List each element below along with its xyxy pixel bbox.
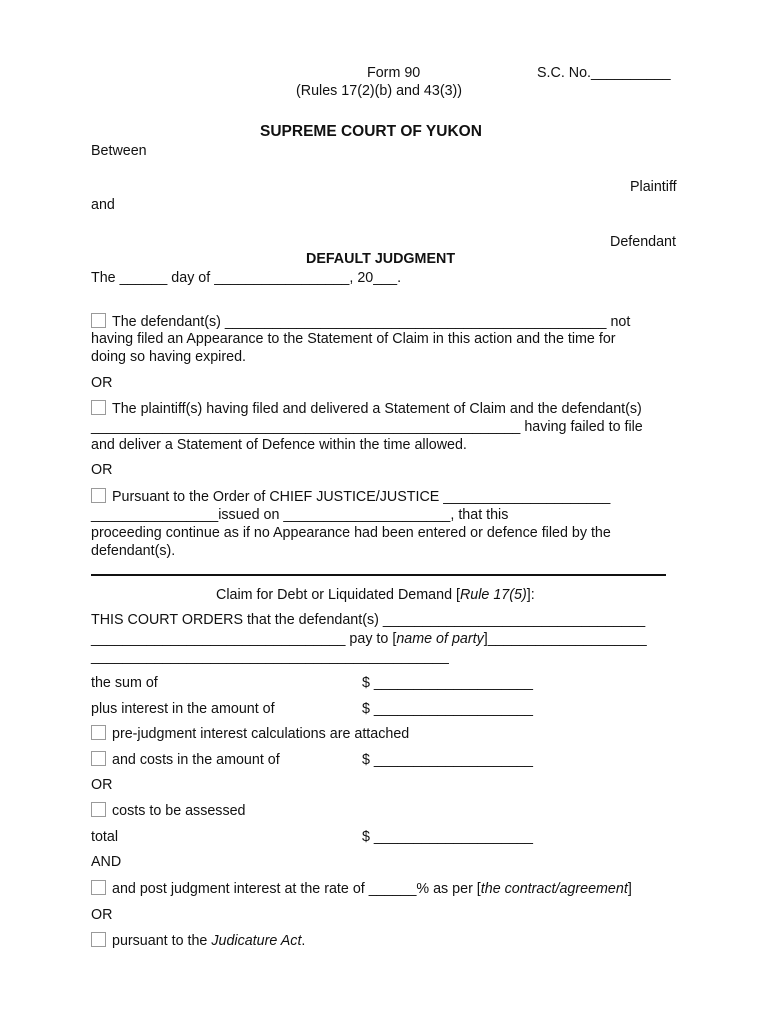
sum-label: the sum of xyxy=(91,675,158,691)
section-divider xyxy=(91,574,666,576)
rules-reference: (Rules 17(2)(b) and 43(3)) xyxy=(296,83,463,99)
costs-checkbox[interactable] xyxy=(91,751,106,766)
sc-number-field[interactable]: S.C. No.__________ xyxy=(537,65,671,81)
total-field[interactable]: $ ____________________ xyxy=(362,829,533,845)
plaintiff-label: Plaintiff xyxy=(630,179,677,195)
and-connector: AND xyxy=(91,854,122,870)
form-number: Form 90 xyxy=(367,65,421,81)
option3-line4: defendant(s). xyxy=(91,543,176,559)
option2-line2[interactable]: ______________________________________________________ having failed to file xyxy=(91,419,643,435)
post-interest-label[interactable]: and post judgment interest at the rate of ______% as per [the contract/agreement] xyxy=(112,881,632,897)
option1-line2: having filed an Appearance to the Statement of Claim in this action and the time for xyxy=(91,331,616,347)
judicature-label: pursuant to the Judicature Act. xyxy=(112,933,306,949)
prejudgment-label: pre-judgment interest calculations are attached xyxy=(112,726,410,742)
or-label-2: OR xyxy=(91,462,113,478)
default-judgment-title: DEFAULT JUDGMENT xyxy=(306,251,456,267)
judicature-checkbox[interactable] xyxy=(91,932,106,947)
interest-label: plus interest in the amount of xyxy=(91,701,275,717)
costs-assessed-label: costs to be assessed xyxy=(112,803,246,819)
post-interest-checkbox[interactable] xyxy=(91,880,106,895)
or-label-3: OR xyxy=(91,777,113,793)
interest-field[interactable]: $ ____________________ xyxy=(362,701,533,717)
option3-line3: proceeding continue as if no Appearance had been entered or defence filed by the xyxy=(91,525,611,541)
between-label: Between xyxy=(91,143,147,159)
option2-checkbox[interactable] xyxy=(91,400,106,415)
costs-assessed-checkbox[interactable] xyxy=(91,802,106,817)
sum-field[interactable]: $ ____________________ xyxy=(362,675,533,691)
total-label: total xyxy=(91,829,119,845)
option3-line1[interactable]: Pursuant to the Order of CHIEF JUSTICE/JUSTICE _____________________ xyxy=(112,489,611,505)
option2-line1: The plaintiff(s) having filed and delivered a Statement of Claim and the defendant(s) xyxy=(112,401,642,417)
option3-checkbox[interactable] xyxy=(91,488,106,503)
costs-label: and costs in the amount of xyxy=(112,752,280,768)
option2-line3: and deliver a Statement of Defence within the time allowed. xyxy=(91,437,467,453)
prejudgment-checkbox[interactable] xyxy=(91,725,106,740)
orders-line1[interactable]: THIS COURT ORDERS that the defendant(s) _________________________________ xyxy=(91,612,646,628)
court-title: SUPREME COURT OF YUKON xyxy=(260,123,482,140)
orders-line2[interactable]: ________________________________ pay to [name of party]____________________ xyxy=(91,631,647,647)
option1-line3: doing so having expired. xyxy=(91,349,246,365)
date-line[interactable]: The ______ day of _________________, 20___. xyxy=(91,270,402,286)
claim-heading: Claim for Debt or Liquidated Demand [Rule 17(5)]: xyxy=(216,587,535,603)
or-label-4: OR xyxy=(91,907,113,923)
option1-checkbox[interactable] xyxy=(91,313,106,328)
defendant-label: Defendant xyxy=(610,234,676,250)
option3-line2[interactable]: ________________issued on _____________________, that this xyxy=(91,507,509,523)
costs-field[interactable]: $ ____________________ xyxy=(362,752,533,768)
or-label-1: OR xyxy=(91,375,113,391)
orders-line3[interactable]: _____________________________________________ xyxy=(91,649,449,665)
option1-line1[interactable]: The defendant(s) ________________________________________________ not xyxy=(112,314,631,330)
and-label: and xyxy=(91,197,115,213)
